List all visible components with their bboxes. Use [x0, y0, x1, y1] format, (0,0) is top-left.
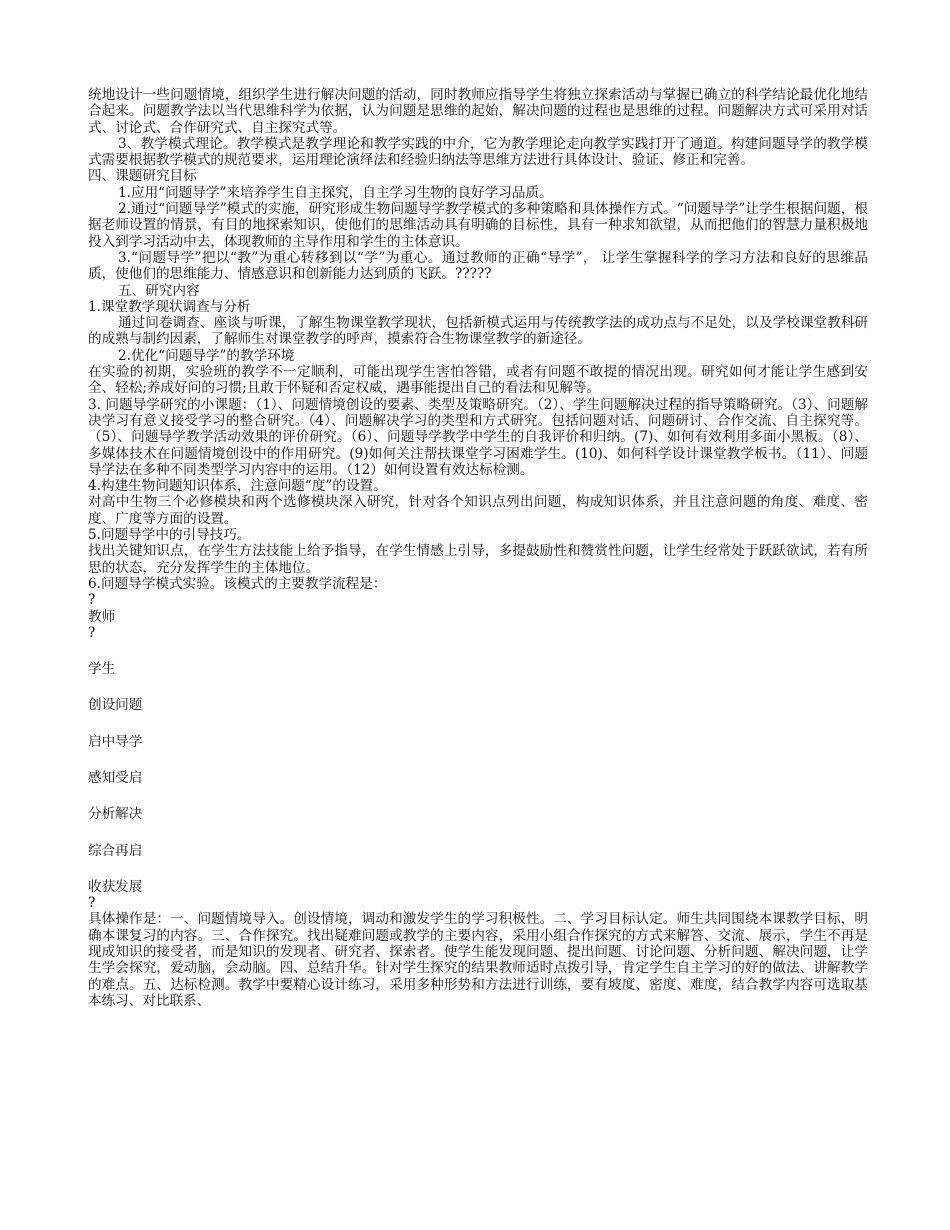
subsection-heading: 6.问题导学模式实验。该模式的主要教学流程是： — [88, 575, 387, 592]
flow-label: 创设问题 — [88, 697, 143, 714]
paragraph: 具体操作是：一、问题情境导入。创设情境，调动和激发学生的学习积极性。二、学习目标认定。师生共同围绕本课教学目标，明确本课复习的内容。三、合作探究。找出疑难问题或教学的主要内容，采用小组合作探究的方式来解答、交流、展示，学生不再是现成知识的接受者，而是知识的发现者、研究者、探索者。使学生能发现问题、提出问题、讨论问题、分析问题、解决问题，让学生学会探究，爱动脑，会动脑。四、总结升华。针对学生探究的结果教师适时点拨引导，肯定学生自主学习的好的做法、讲解教学的难点。五、达标检测。教学中要精心设计练习，采用多种形势和方法进行训练，要有坡度、密度、难度，结合教学内容可选取基本练习、对比联系、 — [88, 911, 868, 1009]
flow-label: 学生 — [88, 661, 116, 678]
section-heading: 四、课题研究目标 — [88, 168, 197, 185]
flow-label: 启中导学 — [88, 733, 143, 750]
paragraph: 统地设计一些问题情境，组织学生进行解决问题的活动，同时教师应指导学生将独立探索活动与掌握已确立的科学结论最优化地结合起来。问题教学法以当代思维科学为依据，认为问题是思维的起始，解决问题的过程也是思维的过程。问题解决方式可采用对话式、讨论式、合作研究式、自主探究式等。 — [88, 87, 868, 136]
list-item: 2.通过“问题导学”模式的实施，研究形成生物问题导学教学模式的多种策略和具体操作方式。“问题导学”让学生根据问题，根据老师设置的情景，有目的地探索知识，使他们的思维活动具有明确的目标性，具有一种求知欲望，从而把他们的智慧力量积极地投入到学习活动中去，体现教师的主导作用和学生的主体意识。 — [88, 201, 868, 250]
flow-label: 教师 — [88, 608, 116, 625]
subsection-heading: 2.优化“问题导学”的教学环境 — [118, 347, 295, 364]
paragraph: 对高中生物三个必修模块和两个选修模块深入研究，针对各个知识点列出问题，构成知识体系，并且注意问题的角度、难度、密度、广度等方面的设置。 — [88, 494, 868, 527]
spacer — [88, 750, 868, 770]
spacer — [88, 677, 868, 697]
section-heading: 五、研究内容 — [118, 282, 200, 299]
flow-label: 感知受启 — [88, 769, 143, 786]
spacer — [88, 714, 868, 734]
document-body — [88, 87, 868, 1009]
placeholder-mark: ? — [88, 895, 96, 912]
spacer — [88, 641, 868, 661]
placeholder-mark: ? — [88, 624, 96, 641]
paragraph: 3. 问题导学研究的小课题：（1）、问题情境创设的要素、类型及策略研究。（2）、学生问题解决过程的指导策略研究。（3）、问题解决学习有意义接受学习的整合研究。（4）、问题解决学习的类型和方式研究。包括问题对话、问题研讨、合作交流、自主探究等。（5）、问题导学教学活动效果的评价研究。（6）、问题导学教学中学生的自我评价和归纳。(7)、如何有效利用多面小黑板。（8）、多媒体技术在问题情境创设中的作用研究。(9)如何关注帮扶课堂学习困难学生。(10)、如何科学设计课堂教学板书。（11）、问题导学法在多种不同类型学习内容中的运用。（12）如何设置有效达标检测。 — [88, 396, 868, 478]
list-item: 3.“问题导学”把以“教”为重心转移到以“学”为重心。通过教师的正确“导学”， 让学生掌握科学的学习方法和良好的思维品质，使他们的思维能力、情感意识和创新能力达到质的飞跃。????? — [88, 249, 868, 283]
subsection-heading: 5.问题导学中的引导技巧。 — [88, 527, 251, 544]
spacer — [88, 786, 868, 806]
subsection-heading: 4.构建生物问题知识体系，注意问题“度”的设置。 — [88, 478, 387, 495]
flow-label: 分析解决 — [88, 806, 143, 823]
subsection-heading: 1.课堂教学现状调查与分析 — [88, 298, 251, 315]
placeholder-mark: ? — [88, 592, 96, 609]
flow-label: 综合再启 — [88, 842, 143, 859]
paragraph: 通过问卷调查、座谈与听课，了解生物课堂教学现状，包括新模式运用与传统教学法的成功点与不足处，以及学校课堂教科研的成熟与制约因素，了解师生对课堂教学的呼声，摸索符合生物课堂教学的新途径。 — [88, 315, 868, 348]
paragraph: 在实验的初期，实验班的教学不一定顺利，可能出现学生害怕答错，或者有问题不敢提的情况出现。研究如何才能让学生感到安全、轻松;养成好问的习惯;且敢于怀疑和否定权威，遇事能提出自己的看法和见解等。 — [88, 364, 868, 397]
spacer — [88, 859, 868, 879]
spacer — [88, 823, 868, 843]
flow-label: 收获发展 — [88, 878, 143, 895]
paragraph: 找出关键知识点，在学生方法技能上给予指导，在学生情感上引导，多提鼓励性和赞赏性问题，让学生经常处于跃跃欲试，若有所思的状态，充分发挥学生的主体地位。 — [88, 543, 868, 576]
paragraph: 3、教学模式理论。教学模式是教学理论和教学实践的中介，它为教学理论走向教学实践打开了通道。构建问题导学的教学模式需要根据教学模式的规范要求，运用理论演绎法和经验归纳法等思维方法进行具体设计、验证、修正和完善。 — [88, 135, 868, 169]
list-item: 1.应用“问题导学”来培养学生自主探究，自主学习生物的良好学习品质。 — [118, 184, 553, 201]
